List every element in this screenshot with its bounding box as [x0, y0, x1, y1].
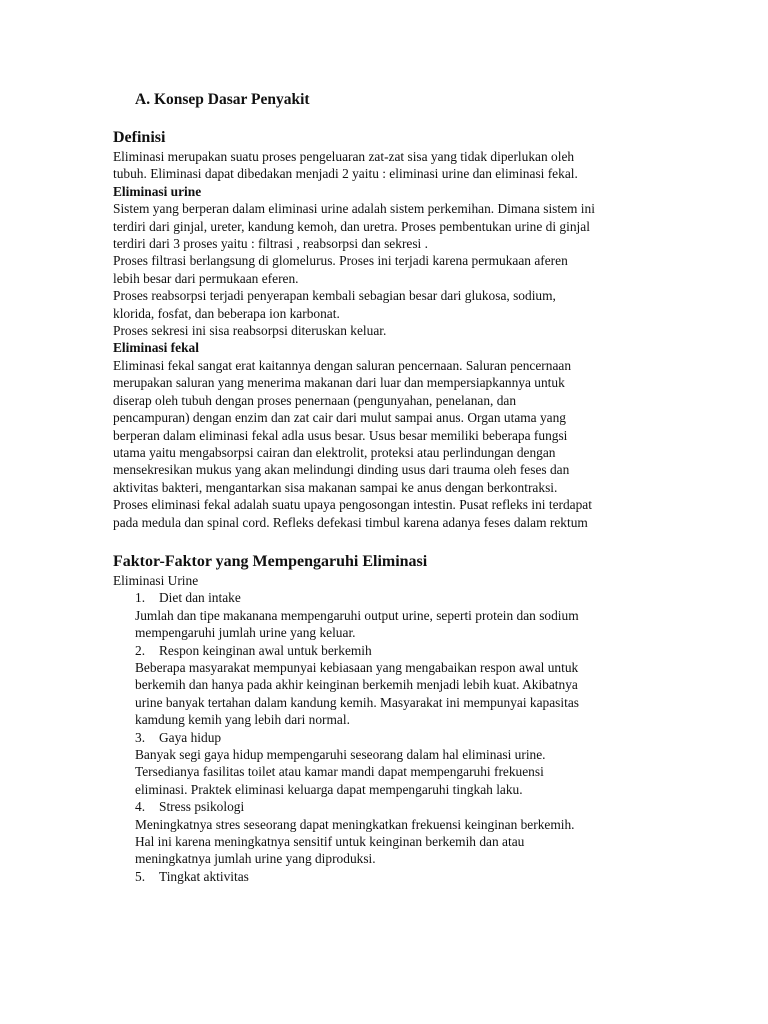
- list-item-line: meningkatnya jumlah urine yang diproduksi.: [135, 851, 376, 867]
- fekal-heading: Eliminasi fekal: [113, 340, 199, 356]
- urine-line: terdiri dari ginjal, ureter, kandung kemoh, dan uretra. Proses pembentukan urine di ginjal: [113, 218, 590, 234]
- urine-line: Proses sekresi ini sisa reabsorpsi diteruskan keluar.: [113, 323, 387, 339]
- list-item-line: urine banyak tertahan dalam kandung kemih. Masyarakat ini mempunyai kapasitas: [135, 694, 579, 710]
- list-item-title: 2. Respon keinginan awal untuk berkemih: [135, 642, 372, 658]
- list-item-line: eliminasi. Praktek eliminasi keluarga dapat mempengaruhi tingkah laku.: [135, 781, 523, 797]
- faktor-subtitle: Eliminasi Urine: [113, 572, 199, 588]
- urine-line: Proses filtrasi berlangsung di glomelurus. Proses ini terjadi karena permukaan aferen: [113, 253, 568, 269]
- fekal-line: aktivitas bakteri, mengantarkan sisa makanan sampai ke anus dengan berkontraksi.: [113, 479, 558, 495]
- list-item-title: 5. Tingkat aktivitas: [135, 868, 249, 884]
- definisi-heading: Definisi: [113, 129, 166, 146]
- fekal-line: diserap oleh tubuh dengan proses penernaan (pengunyahan, penelanan, dan: [113, 392, 517, 408]
- fekal-line: pada medula dan spinal cord. Refleks defekasi timbul karena adanya feses dalam rektum: [113, 514, 588, 530]
- list-item-line: Meningkatnya stres seseorang dapat meningkatkan frekuensi keinginan berkemih.: [135, 816, 575, 832]
- urine-line: Proses reabsorpsi terjadi penyerapan kembali sebagian besar dari glukosa, sodium,: [113, 288, 556, 304]
- urine-heading: Eliminasi urine: [113, 183, 202, 199]
- urine-line: klorida, fosfat, dan beberapa ion karbonat.: [113, 305, 340, 321]
- urine-line: Sistem yang berperan dalam eliminasi urine adalah sistem perkemihan. Dimana sistem ini: [113, 201, 595, 217]
- definisi-line: Eliminasi merupakan suatu proses pengeluaran zat-zat sisa yang tidak diperlukan oleh: [113, 149, 575, 164]
- list-item-title: 3. Gaya hidup: [135, 729, 222, 745]
- fekal-line: merupakan saluran yang menerima makanan dari luar dan mempersiapkannya untuk: [113, 375, 565, 391]
- list-item-title: 1. Diet dan intake: [135, 590, 241, 606]
- definisi-line: tubuh. Eliminasi dapat dibedakan menjadi 2 yaitu : eliminasi urine dan eliminasi fekal.: [113, 166, 578, 182]
- list-item-line: Banyak segi gaya hidup mempengaruhi seseorang dalam hal eliminasi urine.: [135, 747, 546, 762]
- fekal-line: mensekresikan mukus yang akan melindungi dinding usus dari trauma oleh feses dan: [113, 462, 570, 478]
- list-item-line: Hal ini karena meningkatnya sensitif untuk keinginan berkemih dan atau: [135, 834, 525, 850]
- urine-line: lebih besar dari permukaan eferen.: [113, 270, 299, 286]
- fekal-line: utama yaitu mengabsorpsi cairan dan elektrolit, proteksi atau perlindungan dengan: [113, 444, 556, 460]
- urine-line: terdiri dari 3 proses yaitu : filtrasi , reabsorpsi dan sekresi .: [113, 236, 428, 252]
- list-item-line: mempengaruhi jumlah urine yang keluar.: [135, 625, 356, 641]
- fekal-line: Proses eliminasi fekal adalah suatu upaya pengosongan intestin. Pusat refleks ini terdapat: [113, 497, 592, 513]
- faktor-heading: Faktor-Faktor yang Mempengaruhi Eliminasi: [113, 552, 428, 570]
- list-item-line: Tersedianya fasilitas toilet atau kamar mandi dapat mempengaruhi frekuensi: [135, 764, 544, 780]
- list-item-line: berkemih dan hanya pada akhir keinginan berkemih menjadi lebih kuat. Akibatnya: [135, 677, 578, 693]
- list-item-title: 4. Stress psikologi: [135, 799, 245, 815]
- section-a-title: A. Konsep Dasar Penyakit: [135, 91, 310, 108]
- fekal-line: pencampuran) dengan enzim dan zat cair dari mulut sampai anus. Organ utama yang: [113, 410, 567, 426]
- list-item-line: kamdung kemih yang lebih dari normal.: [135, 712, 350, 728]
- document-content: [113, 90, 638, 885]
- fekal-line: berperan dalam eliminasi fekal adla usus besar. Usus besar memiliki beberapa fungsi: [113, 427, 568, 443]
- list-item-line: Jumlah dan tipe makanana mempengaruhi output urine, seperti protein dan sodium: [135, 607, 579, 623]
- fekal-line: Eliminasi fekal sangat erat kaitannya dengan saluran pencernaan. Saluran pencernaan: [113, 357, 572, 373]
- list-item-line: Beberapa masyarakat mempunyai kebiasaan yang mengabaikan respon awal untuk: [135, 659, 579, 675]
